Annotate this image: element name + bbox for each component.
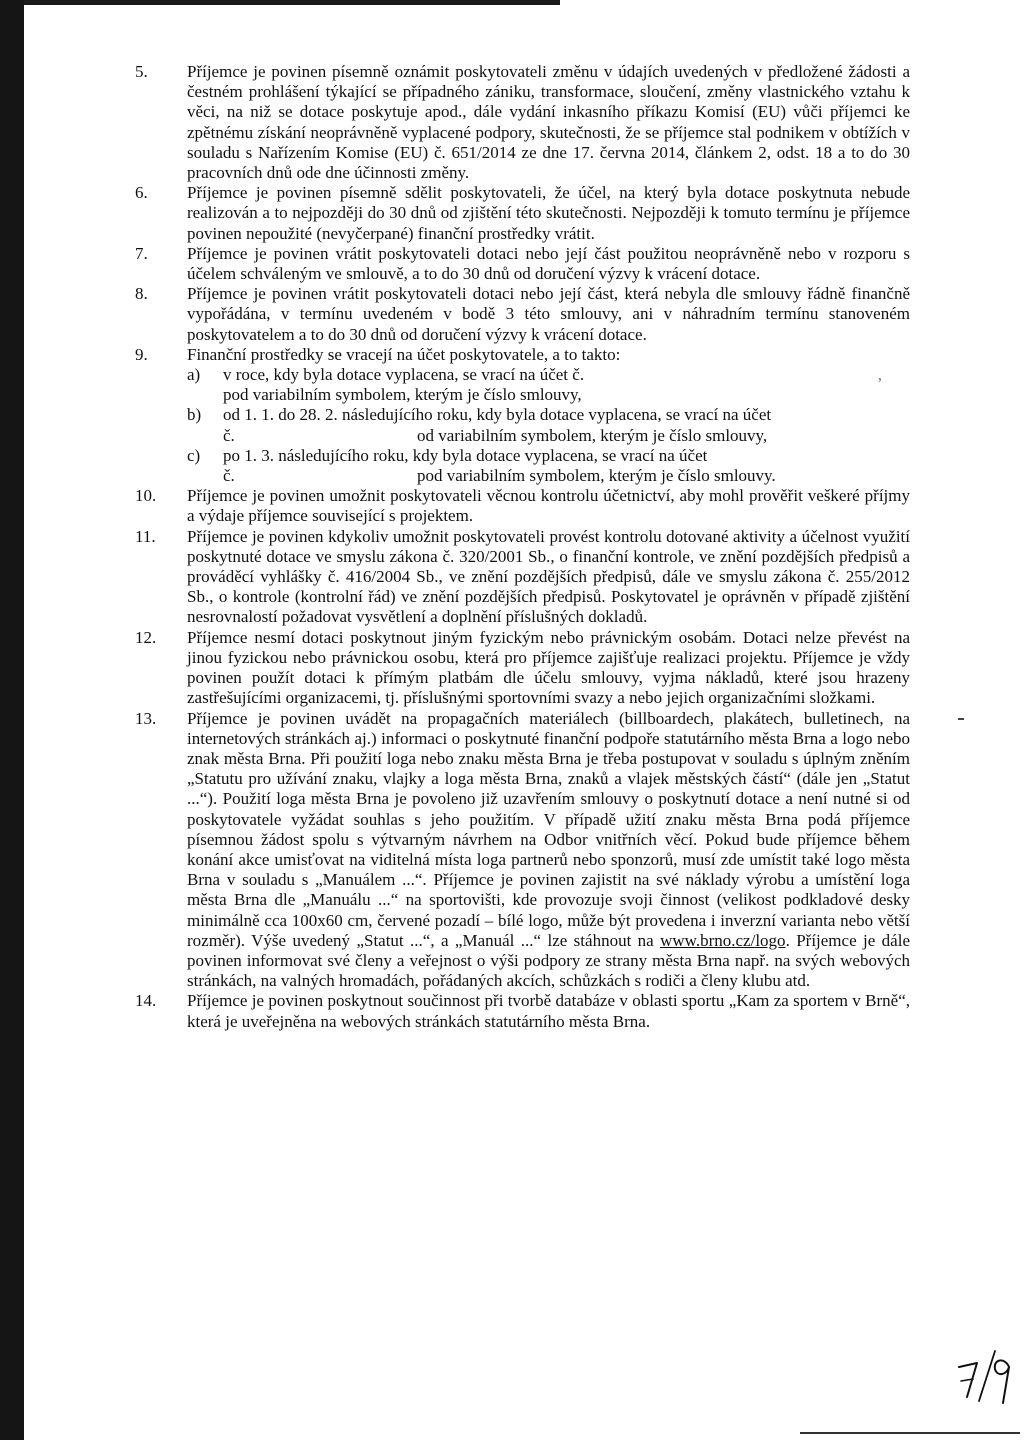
clause-text: Příjemce je povinen vrátit poskytovateli dotaci nebo její část, která nebyla dle smlouvy řádně finančně vypořádána, v termínu uvedeném v bodě 3 této smlouvy, ani v náhradním termínu stanoveném poskytovatelem a to do 30 dnů od doručení výzvy k vrácení dotace. bbox=[187, 284, 910, 344]
subclause-text bbox=[223, 365, 910, 405]
clause-10 bbox=[135, 486, 910, 526]
subclause-text bbox=[223, 405, 910, 445]
logo-download-link[interactable]: www.brno.cz/logo bbox=[660, 930, 786, 950]
clause-text bbox=[187, 709, 910, 992]
account-label: č. bbox=[223, 466, 235, 486]
clause-text: Příjemce nesmí dotaci poskytnout jiným fyzickým nebo právnickým osobám. Dotaci nelze převést na jinou fyzickou nebo právnickou osobu, která pro příjemce zajišťuje realizaci projektu. Příjemce je vždy povinen použít dotaci k přímým platbám dle účelu smlouvy, vyjma nákladů, které jsou hrazeny zastřešujícími organizacemi, tj. příslušnými sportovními svazy a nebo jejich organizačními složkami. bbox=[187, 627, 910, 708]
clause-number: 10. bbox=[135, 486, 157, 506]
subclause-line-text: po 1. 3. následujícího roku, kdy byla dotace vyplacena, se vrací na účet bbox=[223, 445, 708, 465]
subclause-line bbox=[223, 426, 910, 446]
clause-text: Příjemce je povinen písemně oznámit poskytovateli změnu v údajích uvedených v předložené žádosti a čestném prohlášení týkající se případného zániku, transformace, sloučení, změny vlastnického vztahu k věci, na niž se dotace poskytuje apod., dále vydání inkasního příkazu Komisí (EU) vůči příjemci ke zpětnému získání neoprávněně vyplacené podpory, skutečnosti, že se příjemce stal podnikem v obtížích v souladu s Nařízením Komise (EU) č. 651/2014 ze dne 17. června 2014, článkem 2, odst. 18 a to do 30 pracovních dnů ode dne účinnosti změny. bbox=[187, 62, 910, 183]
subclause-letter: a) bbox=[187, 365, 201, 385]
clause-14 bbox=[135, 991, 910, 1031]
clause-13 bbox=[135, 709, 910, 992]
clause-text: Příjemce je povinen poskytnout součinnost při tvorbě databáze v oblasti sportu „Kam za sportem v Brně“, která je uveřejněna na webových stránkách statutárního města Brna. bbox=[187, 991, 910, 1031]
clause-text: Příjemce je povinen vrátit poskytovateli dotaci nebo její část použitou neoprávněně nebo v rozporu s účelem schváleným ve smlouvě, a to do 30 dnů od doručení výzvy k vrácení dotace. bbox=[187, 243, 910, 284]
clause-number: 6. bbox=[135, 183, 148, 203]
scan-speck bbox=[958, 718, 964, 720]
subclause-line bbox=[223, 365, 910, 385]
clause-number: 12. bbox=[135, 627, 157, 647]
subclause-letter: c) bbox=[187, 445, 201, 465]
scan-mark: , bbox=[877, 365, 882, 385]
handwritten-page-number bbox=[955, 1345, 1015, 1415]
clause-text-part: Příjemce je povinen uvádět na propagačních materiálech (billboardech, plakátech, bulletinech, na internetových stránkách aj.) informaci o poskytnuté finanční podpoře statutárního města Brna a logo nebo znak města Brna. Při použití loga nebo znaku města Brna je třeba postupovat v souladu s úplným zněním „Statutu pro užívání znaku, vlajky a loga města Brna, znaků a vlajek městských částí“ (dále jen „Statut ...“). Použití loga města Brna je povoleno již uzavřením smlouvy o poskytnutí dotace a není nutné si od poskytovatele vyžádat souhlas s jeho použitím. V případě užití znaku města Brna podá příjemce písemnou žádost spolu s výtvarným návrhem na Odbor vnitřních věcí. Pokud bude příjemce během konání akce umisťovat na viditelná místa loga partnerů nebo sponzorů, musí zde umístit také logo města Brna v souladu s „Manuálem ...“. Příjemce je povinen zajistit na své náklady výrobu a umístění loga města Brna dle „Manuálu ...“ na sportovišti, kde provozuje svoji činnost (velikost podkladové desky minimálně cca 100x60 cm, červené pozadí – bílé logo, může být provedena i inverzní varianta nebo větší rozměr). Výše uvedený „Statut ...“, a „Manuál ...“ lze stáhnout na bbox=[187, 708, 910, 950]
subclause-b bbox=[187, 405, 910, 445]
clause-text: Finanční prostředky se vracejí na účet poskytovatele, a to takto: bbox=[187, 344, 621, 364]
clause-12 bbox=[135, 628, 910, 709]
scan-edge-bottom bbox=[800, 1432, 1020, 1434]
clause-number: 5. bbox=[135, 62, 148, 81]
scan-edge-top bbox=[0, 0, 560, 5]
clause-body bbox=[187, 345, 910, 486]
document-page bbox=[135, 62, 910, 1032]
clause-number: 9. bbox=[135, 344, 148, 364]
subclause-line-text: od 1. 1. do 28. 2. následujícího roku, kdy byla dotace vyplacena, se vrací na účet bbox=[223, 405, 772, 425]
subclause-text bbox=[223, 446, 910, 486]
subclause-line-text: v roce, kdy byla dotace vyplacena, se vrací na účet č. bbox=[223, 365, 585, 385]
clause-text: Příjemce je povinen písemně sdělit poskytovateli, že účel, na který byla dotace poskytnuta nebude realizován a to nejpozději do 30 dnů od zjištění této skutečnosti. Nejpozději k tomuto termínu je příjemce povinen nepoužité (nevyčerpané) finanční prostředky vrátit. bbox=[187, 183, 910, 243]
clause-number: 7. bbox=[135, 243, 148, 263]
clause-9 bbox=[135, 345, 910, 486]
account-label: č. bbox=[223, 425, 235, 445]
clause-number: 14. bbox=[135, 991, 157, 1011]
clause-text: Příjemce je povinen umožnit poskytovateli věcnou kontrolu účetnictví, aby mohl prověřit veškeré příjmy a výdaje příjemce související s projektem. bbox=[187, 486, 910, 526]
clause-number: 11. bbox=[135, 526, 156, 546]
subclause-line bbox=[223, 466, 910, 486]
clause-5 bbox=[135, 62, 910, 183]
blank-gap bbox=[584, 365, 878, 385]
subclause-letter: b) bbox=[187, 405, 202, 425]
clause-text: Příjemce je povinen kdykoliv umožnit poskytovateli provést kontrolu dotované aktivity a účelnost využití poskytnuté dotace ve smyslu zákona č. 320/2001 Sb., o finanční kontrole, ve znění pozdějších předpisů a prováděcí vyhlášky č. 416/2004 Sb., ve znění pozdějších předpisů, dále ve smyslu zákona č. 255/2012 Sb., o kontrole (kontrolní řád) ve znění pozdějších předpisů. Poskytovatel je oprávněn v případě zjištění nesrovnalostí požadovat vysvětlení a doplnění příslušných dokladů. bbox=[187, 526, 910, 627]
clause-number: 13. bbox=[135, 708, 157, 728]
clause-8 bbox=[135, 284, 910, 345]
clause-6 bbox=[135, 183, 910, 244]
clause-7 bbox=[135, 244, 910, 284]
subclause-line-text: pod variabilním symbolem, kterým je číslo smlouvy, bbox=[223, 385, 582, 405]
subclause-a bbox=[187, 365, 910, 405]
clause-text-part: . Příjemce je dále povinen informovat své členy a veřejnost o výši podpory ze strany města Brna např. na svých webových stránkách, na valných hromadách, pořádaných akcích, schůzkách s rodiči a členy klubu atd. bbox=[187, 930, 910, 991]
clause-11 bbox=[135, 527, 910, 628]
subclause-c bbox=[187, 446, 910, 486]
scan-edge-left bbox=[0, 0, 24, 1440]
subclause-line-text: od variabilním symbolem, kterým je číslo smlouvy, bbox=[417, 425, 768, 445]
clause-number: 8. bbox=[135, 284, 148, 304]
subclause-line-text: pod variabilním symbolem, kterým je číslo smlouvy. bbox=[417, 466, 776, 486]
